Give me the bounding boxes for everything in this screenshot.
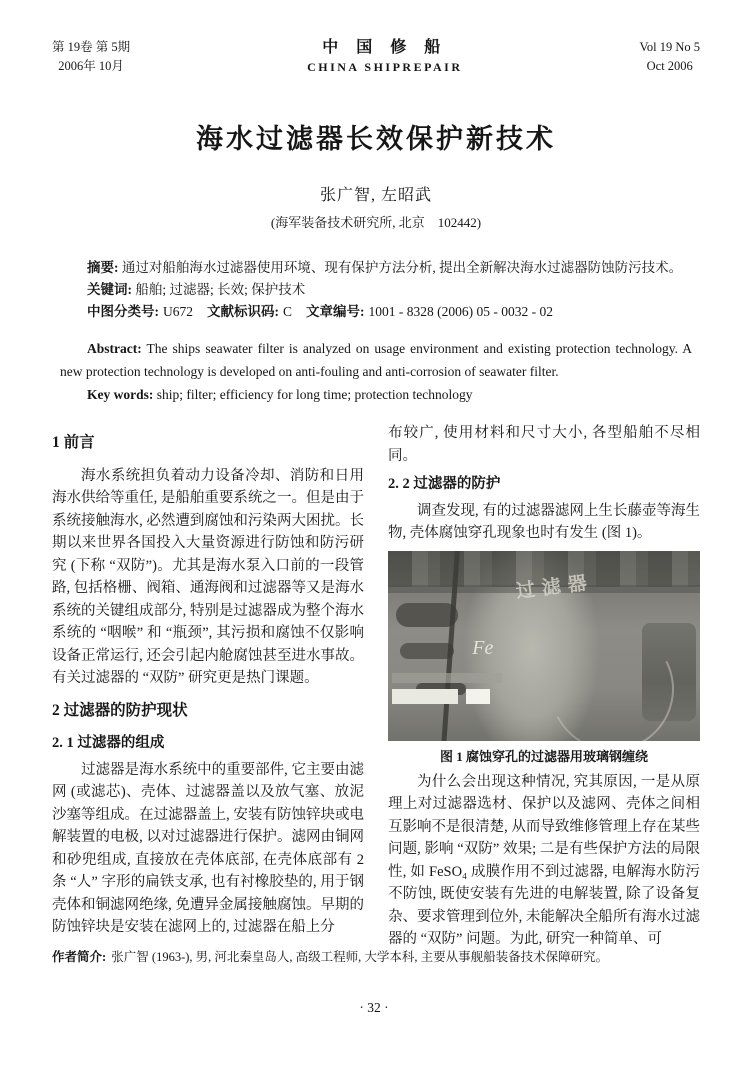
abstract-cn-label: 摘要: [87, 260, 119, 275]
volume-issue-line: 第 19卷 第 5期 [52, 40, 131, 54]
classification-line [60, 301, 692, 323]
figure-1 [388, 551, 700, 766]
body-columns [52, 422, 700, 951]
paragraph-cause-analysis: 为什么会出现这种情况, 究其原因, 一是从原理上对过滤器选材、保护以及滤网、壳体之间相互影响不是很清楚, 从而导致维修管理上存在某些问题, 影响 “双防” 效果; 二是有些保护方法的局限性, 如 FeSO₄ 成膜作用不到过滤器, 电解海水防污不防蚀, 既使安装有先进的电解装置, 除了设备复杂、要求管理到位外, 未能解决全船所有海水过滤器的 “双防” 问题。为此, 研究一种简单、可 [388, 773, 700, 947]
abstract-en-text: The ships seawater filter is analyzed on usage environment and existing protection technology. A new protection technology is developed on anti-fouling and anti-corrosion of seawater filter. [60, 341, 692, 379]
photo-fe-label: Fe [472, 636, 494, 659]
article-id-label: 文章编号: [306, 304, 365, 319]
journal-name [307, 38, 462, 77]
section-heading-2: 2 过滤器的防护现状 [52, 701, 188, 719]
article-id-value: 1001 - 8328 (2006) 05 - 0032 - 02 [368, 304, 553, 319]
abstract-cn [60, 257, 692, 279]
clc-value: U672 [163, 304, 193, 319]
affiliation: (海军装备技术研究所, 北京 102442) [270, 215, 482, 230]
keywords-cn [60, 279, 692, 301]
photo-white-strip [392, 689, 458, 704]
volume-issue-en [639, 38, 700, 76]
photo-white-strip-2 [466, 689, 490, 704]
subsection-heading-2-1: 2. 1 过滤器的组成 [52, 735, 165, 751]
section-heading-1: 1 前言 [52, 434, 95, 451]
figure-caption: 图 1 腐蚀穿孔的过滤器用玻璃钢缠绕 [439, 748, 648, 764]
date-cn: 2006年 10月 [58, 59, 124, 73]
left-column [52, 422, 364, 951]
author-bio [52, 948, 700, 967]
paragraph-intro: 海水系统担负着动力设备冷却、消防和日用海水供给等重任, 是船舶重要系统之一。但是由于系统接触海水, 必然遭到腐蚀和污染两大困扰。长期以来世界各国投入大量资源进行防蚀和防污研究 (下称 “双防”)。尤其是海水泵入口前的一段管路, 包括格栅、阀箱、通海阀和过滤器等又是海水系统的关键组成部分, 特别是过滤器成为整个海水系统的 “咽喉” 和 “瓶颈”, 其污损和腐蚀不仅影响设备正常运行, 还会引起内舱腐蚀甚至进水事故。有关过滤器的 “双防” 研究更是热门课题。 [52, 467, 364, 686]
journal-name-cn: 中 国 修 船 [322, 39, 448, 56]
photo-gray-strip [392, 673, 502, 683]
paragraph-composition: 过滤器是海水系统中的重要部件, 它主要由滤网 (或滤芯)、壳体、过滤器盖以及放气塞、放泥沙塞等组成。在过滤器盖上, 安装有防蚀锌块或电解装置的电极, 以对过滤器进行保护。滤网由铜网和砂兜组成, 直接放在壳体底部, 在壳体底部有 2 条 “人” 字形的扁铁支承, 也有衬橡胶垫的, 用于钢壳体和铜滤网绝缘, 免遭异金属接触腐蚀。早期的防蚀锌块是安装在滤网上的, 过滤器在船上分 [52, 761, 364, 935]
paper-title: 海水过滤器长效保护新技术 [196, 124, 556, 154]
date-en: Oct 2006 [646, 59, 693, 73]
authors: 张广智, 左昭武 [319, 187, 432, 204]
photo-left-pipes [396, 603, 458, 627]
keywords-cn-text: 船舶; 过滤器; 长效; 保护技术 [135, 282, 306, 297]
journal-name-en: CHINA SHIPREPAIR [307, 60, 463, 74]
paragraph-composition-cont: 布较广, 使用材料和尺寸大小, 各型船舶不尽相同。 [388, 425, 700, 464]
keywords-en [60, 383, 692, 406]
doc-code-value: C [283, 304, 293, 319]
keywords-cn-label: 关键词: [87, 282, 132, 297]
doc-code-label: 文献标识码: [207, 304, 279, 319]
paragraph-protection: 调查发现, 有的过滤器滤网上生长藤壶等海生物, 壳体腐蚀穿孔现象也时有发生 (图 1)。 [388, 502, 700, 541]
abstract-block-cn [60, 257, 692, 323]
figure1-photo [388, 551, 700, 741]
photo-chalk-text: 过滤器 [514, 571, 595, 603]
clc-label: 中图分类号: [87, 304, 159, 319]
abstract-en-label: Abstract: [87, 341, 142, 356]
journal-header [52, 38, 700, 77]
page-number: · 32 · [359, 1000, 389, 1015]
author-bio-text: 张广智 (1963-), 男, 河北秦皇岛人, 高级工程师, 大学本科, 主要从事舰船装备技术保障研究。 [111, 950, 609, 964]
vol-no-en: Vol 19 No 5 [639, 40, 700, 54]
abstract-en [60, 337, 692, 383]
keywords-en-text: ship; filter; efficiency for long time; protection technology [156, 387, 473, 402]
right-column [388, 422, 700, 951]
volume-issue-cn [52, 38, 130, 76]
subsection-heading-2-2: 2. 2 过滤器的防护 [388, 476, 501, 492]
keywords-en-label: Key words: [87, 387, 154, 402]
abstract-cn-text: 通过对船舶海水过滤器使用环境、现有保护方法分析, 提出全新解决海水过滤器防蚀防污技术。 [121, 260, 683, 275]
abstract-block-en [60, 337, 692, 406]
author-bio-label: 作者简介: [52, 950, 107, 964]
